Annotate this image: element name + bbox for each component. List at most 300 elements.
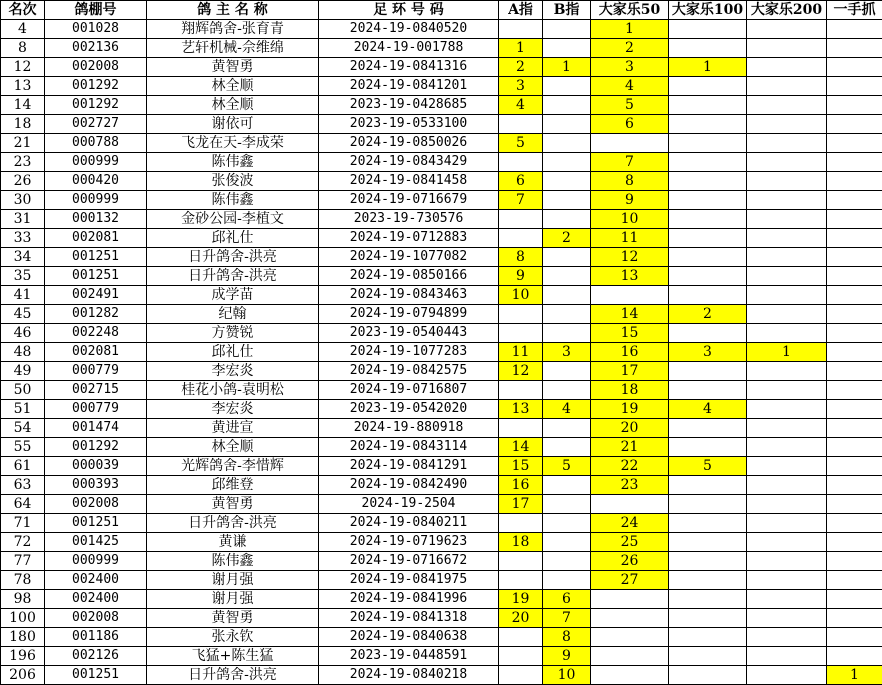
- cell-loft-number[interactable]: 002400: [45, 571, 147, 590]
- cell-dajiale-200[interactable]: [747, 400, 827, 419]
- cell-owner-name[interactable]: 谢依可: [147, 115, 319, 134]
- cell-rank[interactable]: 26: [1, 172, 45, 191]
- cell-owner-name[interactable]: 飞猛+陈生猛: [147, 647, 319, 666]
- cell-dajiale-200[interactable]: [747, 58, 827, 77]
- cell-dajiale-50[interactable]: [591, 647, 669, 666]
- header-owner-name[interactable]: 鸽 主 名 称: [147, 1, 319, 20]
- table-row[interactable]: [1, 172, 882, 191]
- cell-ring-number[interactable]: 2023-19-0542020: [319, 400, 499, 419]
- cell-rank[interactable]: 54: [1, 419, 45, 438]
- cell-loft-number[interactable]: 002248: [45, 324, 147, 343]
- cell-rank[interactable]: 98: [1, 590, 45, 609]
- cell-rank[interactable]: 21: [1, 134, 45, 153]
- cell-dajiale-50[interactable]: 24: [591, 514, 669, 533]
- cell-rank[interactable]: 18: [1, 115, 45, 134]
- cell-b-index[interactable]: [543, 191, 591, 210]
- cell-rank[interactable]: 180: [1, 628, 45, 647]
- cell-loft-number[interactable]: 000420: [45, 172, 147, 191]
- cell-yishouzhua[interactable]: [827, 286, 882, 305]
- cell-dajiale-100[interactable]: [669, 609, 747, 628]
- cell-rank[interactable]: 8: [1, 39, 45, 58]
- cell-rank[interactable]: 23: [1, 153, 45, 172]
- cell-b-index[interactable]: 5: [543, 457, 591, 476]
- cell-yishouzhua[interactable]: [827, 324, 882, 343]
- cell-owner-name[interactable]: 李宏炎: [147, 400, 319, 419]
- cell-a-index[interactable]: [499, 552, 543, 571]
- cell-dajiale-200[interactable]: [747, 552, 827, 571]
- cell-yishouzhua[interactable]: [827, 58, 882, 77]
- cell-a-index[interactable]: 7: [499, 191, 543, 210]
- cell-owner-name[interactable]: 黄谦: [147, 533, 319, 552]
- cell-b-index[interactable]: [543, 115, 591, 134]
- cell-b-index[interactable]: [543, 210, 591, 229]
- cell-dajiale-200[interactable]: [747, 362, 827, 381]
- cell-ring-number[interactable]: 2024-19-0794899: [319, 305, 499, 324]
- cell-dajiale-200[interactable]: [747, 96, 827, 115]
- table-row[interactable]: [1, 58, 882, 77]
- table-row[interactable]: [1, 191, 882, 210]
- cell-a-index[interactable]: 11: [499, 343, 543, 362]
- cell-yishouzhua[interactable]: [827, 533, 882, 552]
- cell-ring-number[interactable]: 2024-19-0841316: [319, 58, 499, 77]
- cell-b-index[interactable]: 9: [543, 647, 591, 666]
- table-row[interactable]: [1, 590, 882, 609]
- table-row[interactable]: [1, 343, 882, 362]
- cell-ring-number[interactable]: 2024-19-0716672: [319, 552, 499, 571]
- cell-dajiale-100[interactable]: [669, 533, 747, 552]
- cell-owner-name[interactable]: 日升鸽舍-洪亮: [147, 267, 319, 286]
- header-dajiale-200[interactable]: 大家乐200: [747, 1, 827, 20]
- cell-dajiale-50[interactable]: [591, 590, 669, 609]
- cell-rank[interactable]: 13: [1, 77, 45, 96]
- cell-ring-number[interactable]: 2024-19-0850026: [319, 134, 499, 153]
- cell-dajiale-50[interactable]: 13: [591, 267, 669, 286]
- table-row[interactable]: [1, 666, 882, 685]
- cell-dajiale-200[interactable]: [747, 438, 827, 457]
- cell-dajiale-50[interactable]: 2: [591, 39, 669, 58]
- cell-dajiale-100[interactable]: [669, 267, 747, 286]
- cell-b-index[interactable]: [543, 305, 591, 324]
- cell-owner-name[interactable]: 纪翰: [147, 305, 319, 324]
- cell-loft-number[interactable]: 001186: [45, 628, 147, 647]
- cell-loft-number[interactable]: 001292: [45, 96, 147, 115]
- cell-rank[interactable]: 206: [1, 666, 45, 685]
- table-row[interactable]: [1, 628, 882, 647]
- table-row[interactable]: [1, 514, 882, 533]
- cell-a-index[interactable]: 6: [499, 172, 543, 191]
- cell-yishouzhua[interactable]: 1: [827, 666, 882, 685]
- cell-rank[interactable]: 35: [1, 267, 45, 286]
- cell-a-index[interactable]: 17: [499, 495, 543, 514]
- cell-b-index[interactable]: [543, 438, 591, 457]
- cell-loft-number[interactable]: 002136: [45, 39, 147, 58]
- cell-dajiale-100[interactable]: 5: [669, 457, 747, 476]
- header-yishouzhua[interactable]: 一手抓: [827, 1, 882, 20]
- cell-a-index[interactable]: [499, 419, 543, 438]
- cell-rank[interactable]: 72: [1, 533, 45, 552]
- cell-b-index[interactable]: 2: [543, 229, 591, 248]
- cell-a-index[interactable]: [499, 115, 543, 134]
- cell-a-index[interactable]: 10: [499, 286, 543, 305]
- cell-dajiale-50[interactable]: 18: [591, 381, 669, 400]
- cell-owner-name[interactable]: 光辉鸽舍-李惜辉: [147, 457, 319, 476]
- table-row[interactable]: [1, 134, 882, 153]
- cell-b-index[interactable]: 10: [543, 666, 591, 685]
- cell-dajiale-50[interactable]: 21: [591, 438, 669, 457]
- cell-ring-number[interactable]: 2024-19-0840218: [319, 666, 499, 685]
- cell-owner-name[interactable]: 日升鸽舍-洪亮: [147, 666, 319, 685]
- cell-a-index[interactable]: [499, 324, 543, 343]
- cell-rank[interactable]: 196: [1, 647, 45, 666]
- cell-loft-number[interactable]: 001251: [45, 666, 147, 685]
- cell-dajiale-200[interactable]: [747, 39, 827, 58]
- cell-dajiale-100[interactable]: [669, 115, 747, 134]
- cell-dajiale-50[interactable]: 5: [591, 96, 669, 115]
- cell-rank[interactable]: 55: [1, 438, 45, 457]
- cell-owner-name[interactable]: 李宏炎: [147, 362, 319, 381]
- cell-rank[interactable]: 33: [1, 229, 45, 248]
- cell-dajiale-100[interactable]: [669, 438, 747, 457]
- cell-dajiale-200[interactable]: [747, 20, 827, 39]
- table-row[interactable]: [1, 552, 882, 571]
- cell-loft-number[interactable]: 000779: [45, 362, 147, 381]
- cell-rank[interactable]: 46: [1, 324, 45, 343]
- cell-a-index[interactable]: 2: [499, 58, 543, 77]
- table-row[interactable]: [1, 248, 882, 267]
- cell-dajiale-50[interactable]: [591, 134, 669, 153]
- table-row[interactable]: [1, 210, 882, 229]
- cell-dajiale-50[interactable]: 19: [591, 400, 669, 419]
- table-row[interactable]: [1, 39, 882, 58]
- header-a-index[interactable]: A指: [499, 1, 543, 20]
- cell-dajiale-100[interactable]: [669, 20, 747, 39]
- cell-rank[interactable]: 49: [1, 362, 45, 381]
- cell-b-index[interactable]: 4: [543, 400, 591, 419]
- cell-yishouzhua[interactable]: [827, 96, 882, 115]
- table-row[interactable]: [1, 286, 882, 305]
- cell-dajiale-100[interactable]: [669, 495, 747, 514]
- table-row[interactable]: [1, 457, 882, 476]
- cell-dajiale-100[interactable]: [669, 77, 747, 96]
- cell-ring-number[interactable]: 2024-19-0840520: [319, 20, 499, 39]
- cell-rank[interactable]: 14: [1, 96, 45, 115]
- cell-dajiale-50[interactable]: [591, 286, 669, 305]
- cell-dajiale-200[interactable]: [747, 476, 827, 495]
- cell-dajiale-200[interactable]: [747, 514, 827, 533]
- cell-owner-name[interactable]: 日升鸽舍-洪亮: [147, 514, 319, 533]
- cell-loft-number[interactable]: 001282: [45, 305, 147, 324]
- cell-loft-number[interactable]: 000393: [45, 476, 147, 495]
- cell-owner-name[interactable]: 翔辉鸽舍-张育青: [147, 20, 319, 39]
- cell-dajiale-200[interactable]: [747, 267, 827, 286]
- cell-loft-number[interactable]: 001425: [45, 533, 147, 552]
- cell-dajiale-100[interactable]: [669, 628, 747, 647]
- cell-yishouzhua[interactable]: [827, 457, 882, 476]
- cell-dajiale-50[interactable]: [591, 609, 669, 628]
- table-row[interactable]: [1, 96, 882, 115]
- cell-owner-name[interactable]: 日升鸽舍-洪亮: [147, 248, 319, 267]
- cell-yishouzhua[interactable]: [827, 77, 882, 96]
- table-row[interactable]: [1, 305, 882, 324]
- cell-loft-number[interactable]: 002715: [45, 381, 147, 400]
- cell-b-index[interactable]: [543, 419, 591, 438]
- cell-owner-name[interactable]: 黄智勇: [147, 495, 319, 514]
- cell-a-index[interactable]: 3: [499, 77, 543, 96]
- cell-dajiale-50[interactable]: 25: [591, 533, 669, 552]
- cell-ring-number[interactable]: 2024-19-0841996: [319, 590, 499, 609]
- cell-dajiale-200[interactable]: [747, 229, 827, 248]
- cell-ring-number[interactable]: 2024-19-0843114: [319, 438, 499, 457]
- cell-a-index[interactable]: 16: [499, 476, 543, 495]
- cell-a-index[interactable]: [499, 647, 543, 666]
- table-row[interactable]: [1, 495, 882, 514]
- cell-ring-number[interactable]: 2024-19-0716807: [319, 381, 499, 400]
- cell-dajiale-50[interactable]: 27: [591, 571, 669, 590]
- cell-ring-number[interactable]: 2024-19-0841975: [319, 571, 499, 590]
- cell-dajiale-50[interactable]: 22: [591, 457, 669, 476]
- cell-rank[interactable]: 45: [1, 305, 45, 324]
- cell-loft-number[interactable]: 002008: [45, 495, 147, 514]
- cell-ring-number[interactable]: 2024-19-1077082: [319, 248, 499, 267]
- cell-loft-number[interactable]: 000132: [45, 210, 147, 229]
- cell-dajiale-200[interactable]: [747, 210, 827, 229]
- cell-dajiale-100[interactable]: [669, 286, 747, 305]
- cell-loft-number[interactable]: 001251: [45, 514, 147, 533]
- cell-dajiale-50[interactable]: [591, 495, 669, 514]
- cell-b-index[interactable]: [543, 514, 591, 533]
- cell-owner-name[interactable]: 邱礼仕: [147, 343, 319, 362]
- cell-owner-name[interactable]: 方赞锐: [147, 324, 319, 343]
- cell-dajiale-100[interactable]: [669, 210, 747, 229]
- cell-dajiale-200[interactable]: [747, 495, 827, 514]
- cell-owner-name[interactable]: 张俊波: [147, 172, 319, 191]
- cell-b-index[interactable]: [543, 20, 591, 39]
- cell-dajiale-50[interactable]: 17: [591, 362, 669, 381]
- cell-b-index[interactable]: [543, 286, 591, 305]
- cell-dajiale-50[interactable]: 12: [591, 248, 669, 267]
- cell-b-index[interactable]: [543, 533, 591, 552]
- cell-dajiale-50[interactable]: 1: [591, 20, 669, 39]
- cell-a-index[interactable]: 14: [499, 438, 543, 457]
- table-row[interactable]: [1, 77, 882, 96]
- cell-dajiale-100[interactable]: [669, 134, 747, 153]
- table-row[interactable]: [1, 153, 882, 172]
- cell-ring-number[interactable]: 2024-19-0840211: [319, 514, 499, 533]
- cell-dajiale-100[interactable]: [669, 39, 747, 58]
- cell-b-index[interactable]: [543, 381, 591, 400]
- cell-owner-name[interactable]: 艺轩机械-佘维绵: [147, 39, 319, 58]
- cell-b-index[interactable]: [543, 495, 591, 514]
- cell-loft-number[interactable]: 000788: [45, 134, 147, 153]
- cell-dajiale-100[interactable]: [669, 647, 747, 666]
- cell-rank[interactable]: 71: [1, 514, 45, 533]
- table-row[interactable]: [1, 419, 882, 438]
- cell-dajiale-200[interactable]: [747, 609, 827, 628]
- cell-yishouzhua[interactable]: [827, 514, 882, 533]
- cell-yishouzhua[interactable]: [827, 134, 882, 153]
- cell-loft-number[interactable]: 001251: [45, 267, 147, 286]
- cell-rank[interactable]: 63: [1, 476, 45, 495]
- cell-dajiale-100[interactable]: [669, 248, 747, 267]
- cell-b-index[interactable]: [543, 96, 591, 115]
- cell-dajiale-100[interactable]: [669, 172, 747, 191]
- cell-owner-name[interactable]: 黄智勇: [147, 609, 319, 628]
- cell-a-index[interactable]: [499, 514, 543, 533]
- cell-owner-name[interactable]: 邱礼仕: [147, 229, 319, 248]
- cell-loft-number[interactable]: 002008: [45, 609, 147, 628]
- cell-loft-number[interactable]: 001028: [45, 20, 147, 39]
- table-row[interactable]: [1, 20, 882, 39]
- cell-owner-name[interactable]: 桂花小鸽-袁明松: [147, 381, 319, 400]
- table-row[interactable]: [1, 400, 882, 419]
- cell-yishouzhua[interactable]: [827, 590, 882, 609]
- table-row[interactable]: [1, 115, 882, 134]
- cell-dajiale-100[interactable]: [669, 381, 747, 400]
- cell-a-index[interactable]: 20: [499, 609, 543, 628]
- cell-yishouzhua[interactable]: [827, 191, 882, 210]
- cell-rank[interactable]: 34: [1, 248, 45, 267]
- cell-loft-number[interactable]: 001292: [45, 438, 147, 457]
- cell-b-index[interactable]: [543, 362, 591, 381]
- cell-dajiale-50[interactable]: 9: [591, 191, 669, 210]
- cell-ring-number[interactable]: 2024-19-0719623: [319, 533, 499, 552]
- cell-yishouzhua[interactable]: [827, 343, 882, 362]
- cell-dajiale-50[interactable]: 26: [591, 552, 669, 571]
- cell-loft-number[interactable]: 001474: [45, 419, 147, 438]
- cell-dajiale-200[interactable]: 1: [747, 343, 827, 362]
- cell-yishouzhua[interactable]: [827, 362, 882, 381]
- cell-dajiale-200[interactable]: [747, 115, 827, 134]
- cell-dajiale-50[interactable]: [591, 628, 669, 647]
- cell-dajiale-200[interactable]: [747, 134, 827, 153]
- table-row[interactable]: [1, 267, 882, 286]
- cell-a-index[interactable]: 15: [499, 457, 543, 476]
- header-dajiale-100[interactable]: 大家乐100: [669, 1, 747, 20]
- cell-dajiale-200[interactable]: [747, 191, 827, 210]
- cell-b-index[interactable]: [543, 267, 591, 286]
- cell-ring-number[interactable]: 2023-19-730576: [319, 210, 499, 229]
- cell-ring-number[interactable]: 2024-19-0840638: [319, 628, 499, 647]
- cell-loft-number[interactable]: 002400: [45, 590, 147, 609]
- header-dajiale-50[interactable]: 大家乐50: [591, 1, 669, 20]
- cell-loft-number[interactable]: 002491: [45, 286, 147, 305]
- cell-owner-name[interactable]: 邱维登: [147, 476, 319, 495]
- cell-dajiale-50[interactable]: 7: [591, 153, 669, 172]
- cell-loft-number[interactable]: 002081: [45, 229, 147, 248]
- cell-dajiale-100[interactable]: [669, 666, 747, 685]
- cell-rank[interactable]: 50: [1, 381, 45, 400]
- cell-a-index[interactable]: [499, 628, 543, 647]
- cell-owner-name[interactable]: 陈伟鑫: [147, 552, 319, 571]
- cell-ring-number[interactable]: 2024-19-0842490: [319, 476, 499, 495]
- cell-dajiale-200[interactable]: [747, 571, 827, 590]
- cell-owner-name[interactable]: 金砂公园-李植文: [147, 210, 319, 229]
- cell-dajiale-100[interactable]: [669, 514, 747, 533]
- cell-dajiale-50[interactable]: [591, 666, 669, 685]
- cell-rank[interactable]: 77: [1, 552, 45, 571]
- cell-a-index[interactable]: 4: [499, 96, 543, 115]
- cell-rank[interactable]: 78: [1, 571, 45, 590]
- cell-dajiale-200[interactable]: [747, 666, 827, 685]
- table-row[interactable]: [1, 647, 882, 666]
- cell-b-index[interactable]: 8: [543, 628, 591, 647]
- cell-loft-number[interactable]: 002126: [45, 647, 147, 666]
- cell-yishouzhua[interactable]: [827, 153, 882, 172]
- cell-loft-number[interactable]: 001292: [45, 77, 147, 96]
- cell-yishouzhua[interactable]: [827, 495, 882, 514]
- cell-loft-number[interactable]: 000999: [45, 552, 147, 571]
- cell-dajiale-100[interactable]: 4: [669, 400, 747, 419]
- cell-dajiale-50[interactable]: 3: [591, 58, 669, 77]
- cell-rank[interactable]: 31: [1, 210, 45, 229]
- cell-dajiale-100[interactable]: [669, 229, 747, 248]
- cell-yishouzhua[interactable]: [827, 381, 882, 400]
- cell-a-index[interactable]: [499, 153, 543, 172]
- cell-rank[interactable]: 30: [1, 191, 45, 210]
- cell-dajiale-200[interactable]: [747, 590, 827, 609]
- cell-loft-number[interactable]: 001251: [45, 248, 147, 267]
- cell-dajiale-200[interactable]: [747, 647, 827, 666]
- cell-yishouzhua[interactable]: [827, 609, 882, 628]
- cell-b-index[interactable]: 7: [543, 609, 591, 628]
- cell-owner-name[interactable]: 林全顺: [147, 96, 319, 115]
- cell-a-index[interactable]: 1: [499, 39, 543, 58]
- cell-ring-number[interactable]: 2024-19-0712883: [319, 229, 499, 248]
- cell-rank[interactable]: 64: [1, 495, 45, 514]
- cell-ring-number[interactable]: 2024-19-2504: [319, 495, 499, 514]
- cell-a-index[interactable]: [499, 381, 543, 400]
- cell-dajiale-100[interactable]: [669, 96, 747, 115]
- cell-dajiale-200[interactable]: [747, 305, 827, 324]
- cell-b-index[interactable]: 3: [543, 343, 591, 362]
- cell-dajiale-100[interactable]: [669, 590, 747, 609]
- cell-dajiale-200[interactable]: [747, 286, 827, 305]
- cell-loft-number[interactable]: 000779: [45, 400, 147, 419]
- table-row[interactable]: [1, 381, 882, 400]
- table-row[interactable]: [1, 438, 882, 457]
- cell-owner-name[interactable]: 飞龙在天-李成荣: [147, 134, 319, 153]
- cell-dajiale-50[interactable]: 14: [591, 305, 669, 324]
- cell-a-index[interactable]: [499, 571, 543, 590]
- cell-loft-number[interactable]: 000999: [45, 153, 147, 172]
- cell-dajiale-200[interactable]: [747, 172, 827, 191]
- cell-dajiale-100[interactable]: [669, 552, 747, 571]
- cell-yishouzhua[interactable]: [827, 419, 882, 438]
- cell-ring-number[interactable]: 2023-19-0448591: [319, 647, 499, 666]
- cell-ring-number[interactable]: 2024-19-0841291: [319, 457, 499, 476]
- cell-rank[interactable]: 12: [1, 58, 45, 77]
- cell-ring-number[interactable]: 2024-19-0716679: [319, 191, 499, 210]
- cell-a-index[interactable]: 19: [499, 590, 543, 609]
- table-row[interactable]: [1, 609, 882, 628]
- cell-yishouzhua[interactable]: [827, 571, 882, 590]
- cell-b-index[interactable]: [543, 571, 591, 590]
- cell-loft-number[interactable]: 000039: [45, 457, 147, 476]
- cell-dajiale-100[interactable]: 2: [669, 305, 747, 324]
- cell-ring-number[interactable]: 2024-19-0843463: [319, 286, 499, 305]
- cell-owner-name[interactable]: 成学苗: [147, 286, 319, 305]
- cell-dajiale-100[interactable]: 1: [669, 58, 747, 77]
- cell-b-index[interactable]: [543, 248, 591, 267]
- cell-loft-number[interactable]: 002727: [45, 115, 147, 134]
- table-row[interactable]: [1, 571, 882, 590]
- cell-yishouzhua[interactable]: [827, 476, 882, 495]
- cell-b-index[interactable]: [543, 172, 591, 191]
- cell-yishouzhua[interactable]: [827, 229, 882, 248]
- cell-b-index[interactable]: [543, 552, 591, 571]
- cell-yishouzhua[interactable]: [827, 248, 882, 267]
- cell-ring-number[interactable]: 2023-19-0540443: [319, 324, 499, 343]
